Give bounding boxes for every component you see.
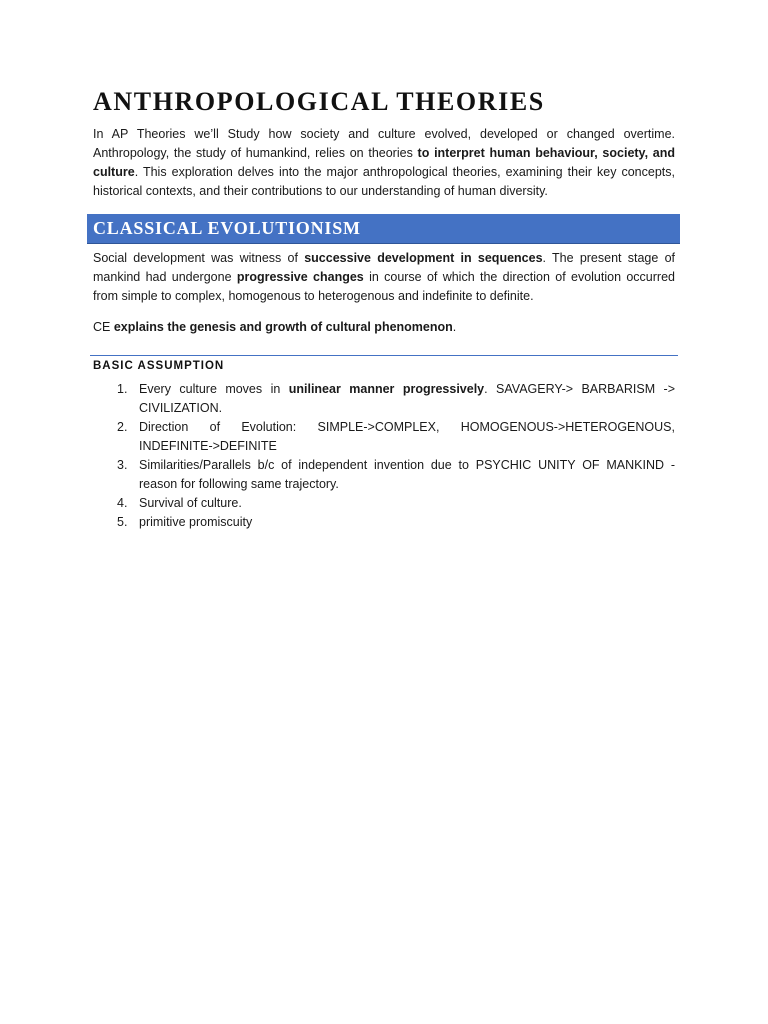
list-number: 4.: [117, 496, 128, 510]
section-divider: [90, 355, 678, 356]
page-title: ANTHROPOLOGICAL THEORIES: [93, 87, 545, 116]
assumption-list: [93, 380, 675, 532]
section-heading-bar: [87, 214, 680, 244]
list-item: [93, 513, 675, 532]
social-text-3: in course of which the direction of evolution occurred from simple to complex, homogenous to heterogenous and indefinite to definite.: [93, 270, 675, 303]
social-development-paragraph: [93, 249, 675, 306]
basic-assumption-heading: BASIC ASSUMPTION: [93, 360, 225, 372]
social-bold-2: progressive changes: [236, 270, 364, 284]
social-text-1: Social development was witness of: [93, 251, 305, 265]
list-bold: unilinear manner progressively: [288, 382, 485, 396]
list-text: . SAVAGERY-> BARBARISM -> CIVILIZATION.: [139, 382, 675, 415]
intro-text-1: In AP Theories we’ll Study how society and culture evolved, developed or changed overtime. Anthropology, the study of humankind, relies on theories: [93, 127, 675, 160]
list-text: Survival of culture.: [139, 496, 242, 510]
list-item: [93, 380, 675, 418]
list-text: Similarities/Parallels b/c of independent invention due to PSYCHIC UNITY OF MANKIND - reason for following same trajectory.: [139, 458, 675, 491]
list-number: 5.: [117, 515, 128, 529]
list-number: 1.: [117, 382, 128, 396]
list-text: primitive promiscuity: [139, 515, 253, 529]
section-heading: CLASSICAL EVOLUTIONISM: [93, 218, 361, 238]
intro-bold-1: to interpret human behaviour, society, and culture: [93, 146, 675, 179]
intro-text-2: . This exploration delves into the major anthropological theories, examining their key concepts, historical contexts, and their contributions to our understanding of human diversity.: [93, 165, 675, 198]
list-text: Direction of Evolution: SIMPLE->COMPLEX, HOMOGENOUS->HETEROGENOUS, INDEFINITE->DEFINITE: [139, 420, 675, 453]
social-text-2: . The present stage of mankind had undergone: [93, 251, 676, 284]
intro-paragraph: [93, 125, 675, 201]
ce-text-2: .: [452, 320, 457, 334]
ce-bold-1: explains the genesis and growth of cultural phenomenon: [113, 320, 453, 334]
ce-text-1: CE: [93, 320, 114, 334]
list-number: 3.: [117, 458, 128, 472]
list-item: [93, 494, 675, 513]
list-item: [93, 456, 675, 494]
list-number: 2.: [117, 420, 128, 434]
list-item: [93, 418, 675, 456]
social-bold-1: successive development in sequences: [304, 251, 543, 265]
list-text: Every culture moves in: [139, 382, 289, 396]
ce-paragraph: [93, 318, 675, 337]
